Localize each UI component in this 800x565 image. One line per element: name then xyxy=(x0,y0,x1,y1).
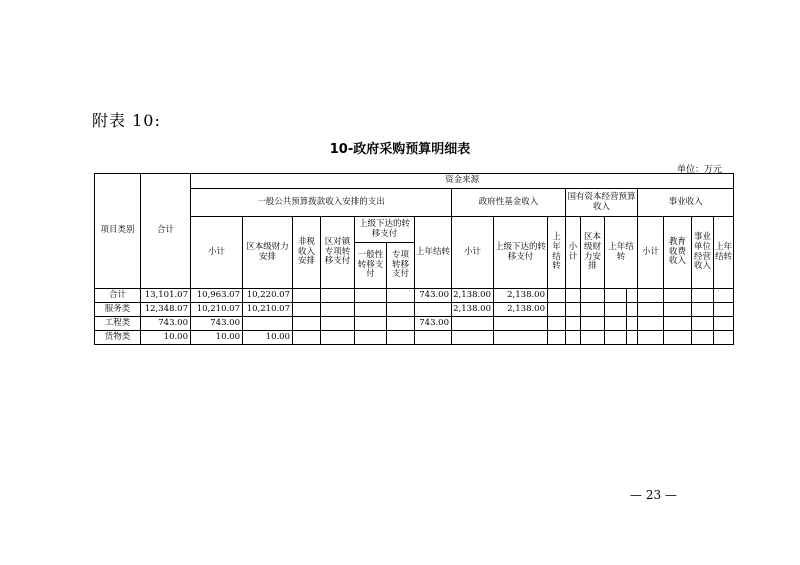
empty-cell xyxy=(548,331,566,345)
empty-cell xyxy=(355,331,387,345)
empty-cell xyxy=(293,289,321,303)
empty-cell xyxy=(714,317,734,331)
empty-cell xyxy=(605,303,627,317)
empty-cell xyxy=(627,317,638,331)
empty-cell xyxy=(548,317,566,331)
gp-subtotal-cell: 10,210.07 xyxy=(191,303,243,317)
empty-cell xyxy=(638,303,664,317)
empty-cell xyxy=(581,317,605,331)
table-row xyxy=(95,331,734,345)
empty-cell xyxy=(714,303,734,317)
header-bi-unit-operating: 事业单位经营收入 xyxy=(692,217,714,289)
header-gp-district: 区本级财力安排 xyxy=(243,217,293,289)
empty-cell xyxy=(581,331,605,345)
table-row xyxy=(95,303,734,317)
header-gf-carryover: 上年结转 xyxy=(548,217,566,289)
gp-subtotal-cell: 10,963.07 xyxy=(191,289,243,303)
empty-cell xyxy=(387,331,415,345)
page-number: — 23 — xyxy=(630,488,677,502)
header-business-income: 事业收入 xyxy=(638,189,734,217)
empty-cell xyxy=(566,289,581,303)
empty-cell xyxy=(638,289,664,303)
empty-cell xyxy=(714,289,734,303)
empty-cell xyxy=(581,289,605,303)
empty-cell xyxy=(692,303,714,317)
empty-cell xyxy=(355,289,387,303)
empty-cell xyxy=(548,289,566,303)
empty-cell xyxy=(566,303,581,317)
empty-cell xyxy=(638,331,664,345)
gp-district-cell: 10,210.07 xyxy=(243,303,293,317)
empty-cell xyxy=(714,331,734,345)
empty-cell xyxy=(355,317,387,331)
gp-carryover-cell: 743.00 xyxy=(415,289,452,303)
header-gp-superior-transfer: 上级下达的转移支付 xyxy=(355,217,415,243)
total-cell: 12,348.07 xyxy=(141,303,191,317)
header-gf-subtotal: 小计 xyxy=(452,217,494,289)
empty-cell xyxy=(387,303,415,317)
table-row xyxy=(95,289,734,303)
gp-carryover-cell xyxy=(415,331,452,345)
total-cell: 13,101.07 xyxy=(141,289,191,303)
empty-cell xyxy=(321,317,355,331)
gp-carryover-cell: 743.00 xyxy=(415,317,452,331)
empty-cell xyxy=(548,303,566,317)
header-gp-subtotal: 小计 xyxy=(191,217,243,289)
header-gp-general-transfer: 一般性转移支付 xyxy=(355,243,387,289)
empty-cell xyxy=(627,289,638,303)
empty-cell xyxy=(664,331,692,345)
empty-cell xyxy=(293,303,321,317)
empty-cell xyxy=(627,331,638,345)
gf-subtotal-cell xyxy=(452,317,494,331)
empty-cell xyxy=(664,289,692,303)
table-row xyxy=(95,317,734,331)
gp-district-cell: 10,220.07 xyxy=(243,289,293,303)
gp-subtotal-cell: 10.00 xyxy=(191,331,243,345)
header-gp-special-transfer: 专项转移支付 xyxy=(387,243,415,289)
header-bi-carryover: 上年结转 xyxy=(714,217,734,289)
empty-cell xyxy=(566,331,581,345)
category-cell: 货物类 xyxy=(95,331,141,345)
category-cell: 服务类 xyxy=(95,303,141,317)
header-sc-subtotal: 小计 xyxy=(566,217,581,289)
empty-cell xyxy=(293,317,321,331)
header-gp-district-to-town: 区对镇专项转移支付 xyxy=(321,217,355,289)
unit-label: 单位：万元 xyxy=(676,165,722,175)
empty-cell xyxy=(321,289,355,303)
header-general-budget: 一般公共预算拨款收入安排的支出 xyxy=(191,189,452,217)
empty-cell xyxy=(627,303,638,317)
gf-superior-cell: 2,138.00 xyxy=(494,303,548,317)
empty-cell xyxy=(605,317,627,331)
empty-cell xyxy=(692,331,714,345)
total-cell: 10.00 xyxy=(141,331,191,345)
gf-superior-cell xyxy=(494,331,548,345)
empty-cell xyxy=(692,317,714,331)
empty-cell xyxy=(387,289,415,303)
empty-cell xyxy=(605,289,627,303)
gp-district-cell: 10.00 xyxy=(243,331,293,345)
header-state-capital: 国有资本经营预算收入 xyxy=(566,189,638,217)
empty-cell xyxy=(605,331,627,345)
header-bi-education-fee: 教育收费收入 xyxy=(664,217,692,289)
empty-cell xyxy=(664,303,692,317)
gp-carryover-cell xyxy=(415,303,452,317)
empty-cell xyxy=(355,303,387,317)
empty-cell xyxy=(566,317,581,331)
empty-cell xyxy=(321,303,355,317)
empty-cell xyxy=(321,331,355,345)
header-total: 合计 xyxy=(141,174,191,289)
header-gp-carryover: 上年结转 xyxy=(415,217,452,289)
annex-label: 附表 10: xyxy=(92,111,161,130)
header-bi-subtotal: 小计 xyxy=(638,217,664,289)
header-gp-non-tax: 非税收入安排 xyxy=(293,217,321,289)
category-cell: 合计 xyxy=(95,289,141,303)
category-cell: 工程类 xyxy=(95,317,141,331)
header-sc-carryover: 上年结转 xyxy=(605,217,638,289)
gf-subtotal-cell: 2,138.00 xyxy=(452,289,494,303)
gp-subtotal-cell: 743.00 xyxy=(191,317,243,331)
gp-district-cell xyxy=(243,317,293,331)
table-title: 10-政府采购预算明细表 xyxy=(329,142,471,157)
header-category: 项目类别 xyxy=(95,174,141,289)
empty-cell xyxy=(638,317,664,331)
empty-cell xyxy=(293,331,321,345)
header-gov-fund: 政府性基金收入 xyxy=(452,189,566,217)
gf-subtotal-cell xyxy=(452,331,494,345)
procurement-budget-table xyxy=(94,173,734,345)
total-cell: 743.00 xyxy=(141,317,191,331)
header-funding-source: 资金来源 xyxy=(191,174,734,189)
header-sc-district: 区本级财力安排 xyxy=(581,217,605,289)
empty-cell xyxy=(692,289,714,303)
empty-cell xyxy=(387,317,415,331)
gf-superior-cell: 2,138.00 xyxy=(494,289,548,303)
empty-cell xyxy=(664,317,692,331)
header-gf-superior: 上级下达的转移支付 xyxy=(494,217,548,289)
gf-subtotal-cell: 2,138.00 xyxy=(452,303,494,317)
gf-superior-cell xyxy=(494,317,548,331)
empty-cell xyxy=(581,303,605,317)
